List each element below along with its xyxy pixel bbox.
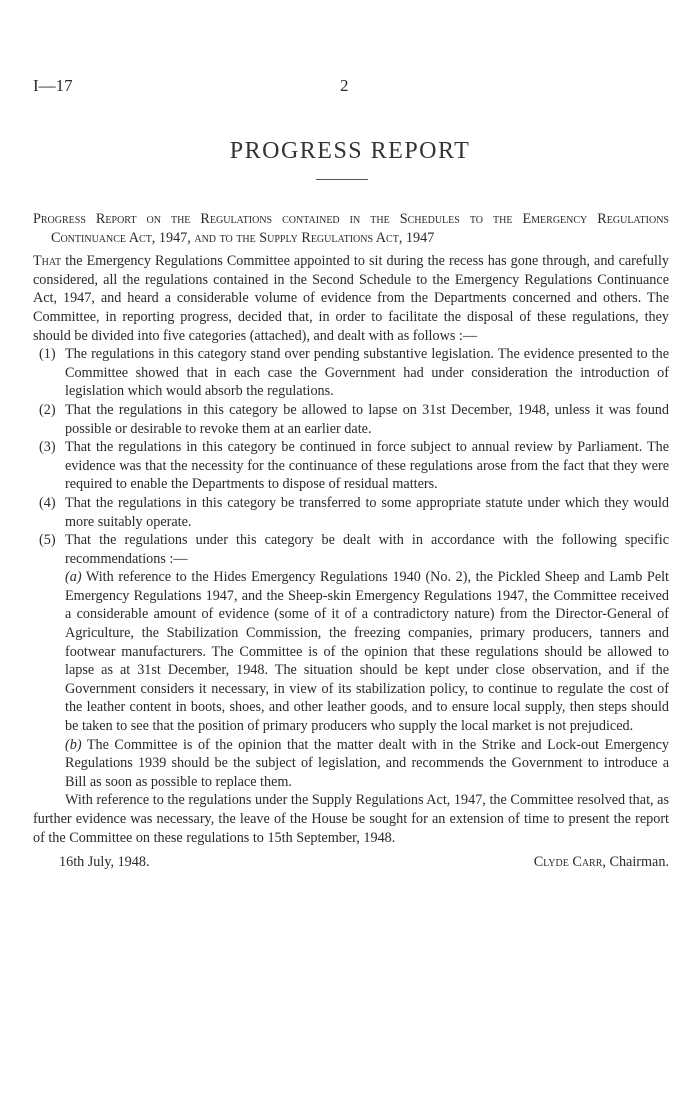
sub-item [65,736,669,792]
intro-paragraph [33,252,669,345]
list-item [33,401,669,438]
item-number: (2) [39,401,56,418]
item-text: That the regulations in this category be allowed to lapse on 31st December, 1948, unless it was found possible or desirable to revoke them at an earlier date. [65,401,669,437]
item-text: That the regulations in this category be continued in force subject to annual review by Parliament. The evidence was that the necessity for the continuance of these regulations arose from the fact that they were required to enable the Departments to dispose of residual matters. [65,439,669,493]
item-number: (5) [39,532,56,549]
sub-item-text: The Committee is of the opinion that the matter dealt with in the Strike and Lock-out Emergency Regulations 1939 should be the subject of legislation, and recommends the Government to introduce a Bill as soon as possible to replace them. [65,736,669,790]
item-number: (1) [39,346,56,363]
report-date: 16th July, 1948. [59,854,150,871]
report-body [33,210,669,872]
document-reference: I—17 [33,76,73,95]
chairman-role: , Chairman. [602,854,669,871]
closing-paragraph: With reference to the regulations under the Supply Regulations Act, 1947, the Committee resolved that, as further evidence was necessary, the leave of the House be sought for an extension of time to present the report of the Committee on these regulations to 15th September, 1948. [33,792,669,846]
intro-lead: That [33,253,62,270]
intro-text: the Emergency Regulations Committee appointed to sit during the recess has gone through, and carefully considered, all the regulations contained in the Second Schedule to the Emergency Regulations Continuance Act, 1947, and heard a considerable volume of evidence from the Departments concerned and others. The Committee, in reporting progress, decided that, in order to facilitate the disposal of these regulations, they should be divided into five categories (attached), and dealt with as follows :— [33,253,669,344]
chairman-signature [534,853,669,872]
page-number: 2 [340,76,349,95]
title-divider [316,179,368,180]
list-item [33,494,669,531]
page-title: PROGRESS REPORT [229,138,471,164]
report-heading: Progress Report on the Regulations contained in the Schedules to the Emergency Regulations Continuance Act, 1947, and to the Supply Regulations Act, 1947 [33,211,669,246]
sub-item-text: With reference to the Hides Emergency Regulations 1940 (No. 2), the Pickled Sheep and Lamb Pelt Emergency Regulations 1947, and the Sheep-skin Emergency Regulations 1947, the Committee received a considerable amount of evidence (some of it of a contradictory nature) from the Director-General of Agriculture, the Stabilization Commission, the freezing companies, primary producers, tanners and footwear manufacturers. The Committee is of the opinion that these regulations should be allowed to lapse as at 31st December, 1948. The situation should be kept under close observation, and if the Government considers it necessary, in view of its stabilization policy, to continue to regulate the cost of the leather content in boots, shoes, and other leather goods, and to ensure local supply, then steps should be taken to see that the position of primary producers who supply the local market is not prejudiced. [65,569,669,735]
item-number: (4) [39,494,56,511]
item-number: (3) [39,439,56,456]
signature-block [33,853,669,872]
item-text: That the regulations in this category be transferred to some appropriate statute under which they would more suitably operate. [65,494,669,530]
category-list [33,345,669,791]
list-item [33,531,669,791]
sub-item [65,568,669,735]
sub-item-label: (b) [65,736,82,753]
item-text: The regulations in this category stand over pending substantive legislation. The evidence presented to the Committee showed that in each case the Government had under consideration the introduction of legislation which would absorb the regulations. [65,346,669,400]
sub-item-label: (a) [65,569,82,586]
list-item [33,438,669,494]
item-text: That the regulations under this category be dealt with in accordance with the following specific recommendations :— [65,532,669,567]
list-item [33,345,669,401]
chairman-name: Clyde Carr [533,854,603,871]
item-text-group [65,531,669,791]
